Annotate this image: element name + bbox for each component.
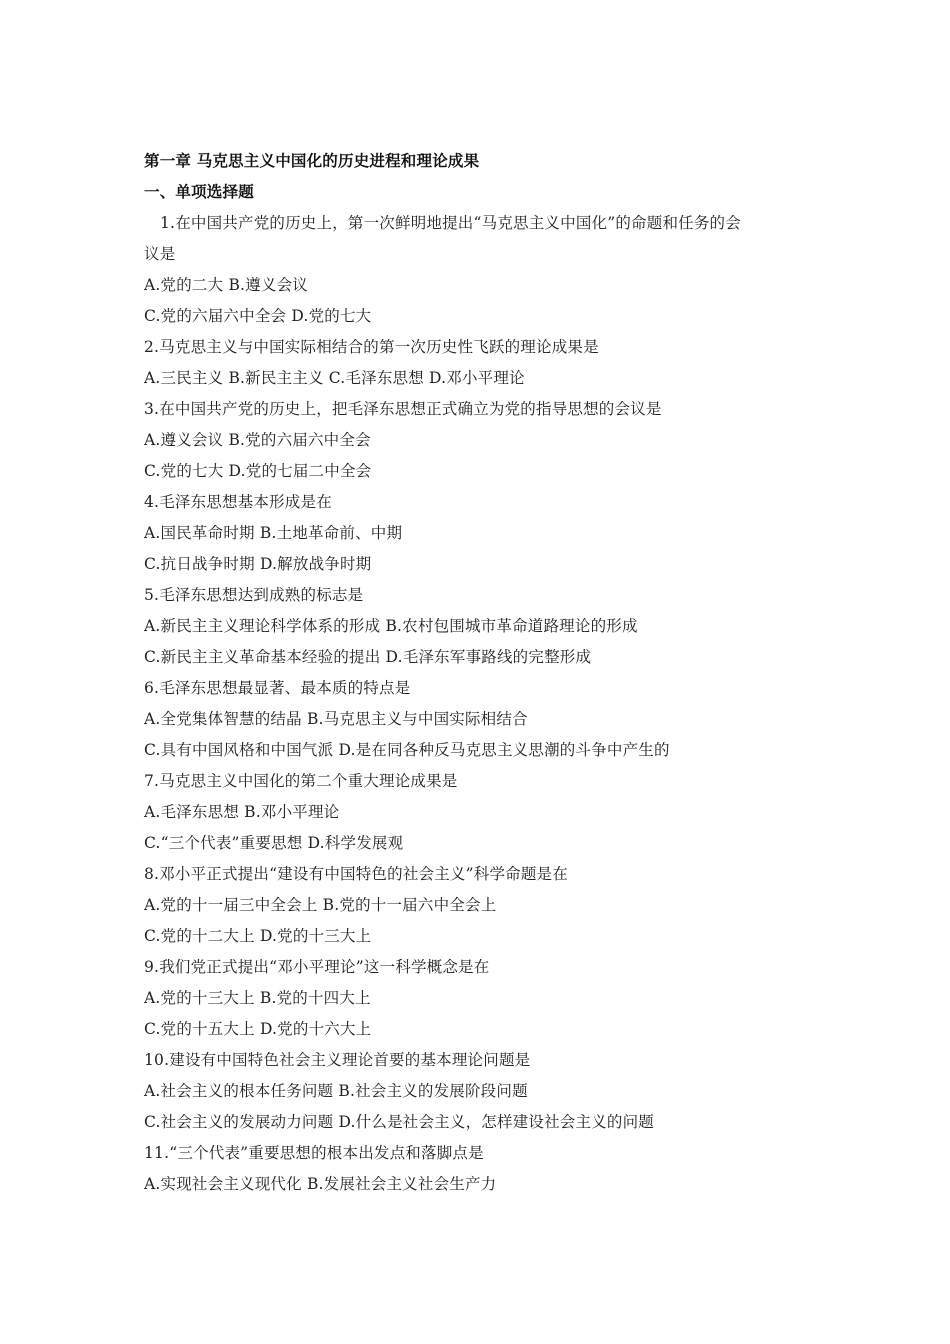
question-1-options-ab: A.党的二大 B.遵义会议 — [144, 276, 308, 294]
question-6-options-cd: C.具有中国风格和中国气派 D.是在同各种反马克思主义思潮的斗争中产生的 — [144, 741, 670, 759]
question-3-options-cd: C.党的七大 D.党的七届二中全会 — [144, 462, 372, 480]
question-5-options-cd: C.新民主主义革命基本经验的提出 D.毛泽东军事路线的完整形成 — [144, 648, 592, 666]
section-title: 一、单项选择题 — [144, 183, 254, 201]
question-4-options-cd: C.抗日战争时期 D.解放战争时期 — [144, 555, 372, 573]
question-11-text: 11.“三个代表”重要思想的根本出发点和落脚点是 — [144, 1144, 484, 1162]
question-6-text: 6.毛泽东思想最显著、最本质的特点是 — [144, 679, 411, 697]
question-8-options-cd: C.党的十二大上 D.党的十三大上 — [144, 927, 372, 945]
question-5-text: 5.毛泽东思想达到成熟的标志是 — [144, 586, 364, 604]
question-2-options: A.三民主义 B.新民主主义 C.毛泽东思想 D.邓小平理论 — [144, 369, 525, 387]
question-3-text: 3.在中国共产党的历史上，把毛泽东思想正式确立为党的指导思想的会议是 — [144, 400, 662, 418]
question-9-options-cd: C.党的十五大上 D.党的十六大上 — [144, 1020, 372, 1038]
question-10-text: 10.建设有中国特色社会主义理论首要的基本理论问题是 — [144, 1051, 531, 1069]
question-8-options-ab: A.党的十一届三中全会上 B.党的十一届六中全会上 — [144, 896, 497, 914]
question-6-options-ab: A.全党集体智慧的结晶 B.马克思主义与中国实际相结合 — [144, 710, 528, 728]
question-11-options-ab: A.实现社会主义现代化 B.发展社会主义社会生产力 — [144, 1175, 497, 1193]
question-9-options-ab: A.党的十三大上 B.党的十四大上 — [144, 989, 371, 1007]
question-3-options-ab: A.遵义会议 B.党的六届六中全会 — [144, 431, 371, 449]
question-8-text: 8.邓小平正式提出“建设有中国特色的社会主义”科学命题是在 — [144, 865, 568, 883]
question-9-text: 9.我们党正式提出“邓小平理论”这一科学概念是在 — [144, 958, 490, 976]
chapter-title: 第一章 马克思主义中国化的历史进程和理论成果 — [144, 152, 480, 170]
question-7-options-ab: A.毛泽东思想 B.邓小平理论 — [144, 803, 340, 821]
question-4-options-ab: A.国民革命时期 B.土地革命前、中期 — [144, 524, 403, 542]
question-2-text: 2.马克思主义与中国实际相结合的第一次历史性飞跃的理论成果是 — [144, 338, 599, 356]
question-1-text: 1.在中国共产党的历史上，第一次鲜明地提出“马克思主义中国化”的命题和任务的会 — [160, 214, 741, 232]
question-4-text: 4.毛泽东思想基本形成是在 — [144, 493, 332, 511]
question-1-text-cont: 议是 — [144, 245, 176, 263]
question-7-options-cd: C.“三个代表”重要思想 D.科学发展观 — [144, 834, 404, 852]
question-5-options-ab: A.新民主主义理论科学体系的形成 B.农村包围城市革命道路理论的形成 — [144, 617, 638, 635]
question-10-options-ab: A.社会主义的根本任务问题 B.社会主义的发展阶段问题 — [144, 1082, 528, 1100]
question-10-options-cd: C.社会主义的发展动力问题 D.什么是社会主义，怎样建设社会主义的问题 — [144, 1113, 654, 1131]
document-body — [144, 146, 824, 1200]
question-1-options-cd: C.党的六届六中全会 D.党的七大 — [144, 307, 372, 325]
question-7-text: 7.马克思主义中国化的第二个重大理论成果是 — [144, 772, 458, 790]
